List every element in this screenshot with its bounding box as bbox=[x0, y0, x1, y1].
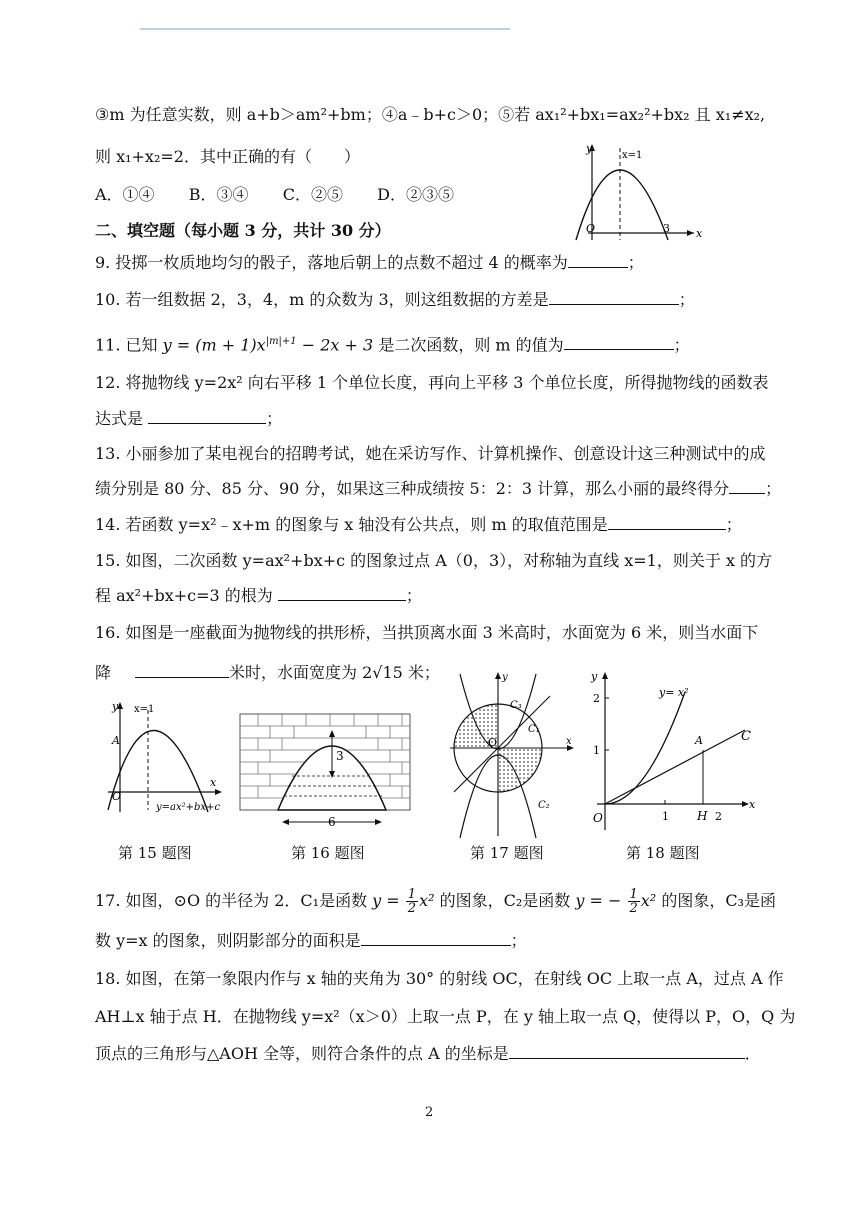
figure-17 bbox=[450, 668, 580, 843]
svg-text:O: O bbox=[112, 790, 122, 803]
q10: 10. 若一组数据 2，3，4，m 的众数为 3，则这组数据的方差是 ； bbox=[95, 290, 695, 309]
q16-line1: 16. 如图是一座截面为抛物线的拱形桥，当拱顶离水面 3 米高时，水面宽为 6 米，则当水面下 bbox=[95, 623, 759, 642]
svg-text:y: y bbox=[502, 672, 508, 683]
option-c: C．②⑤ bbox=[282, 185, 343, 204]
svg-text:C₃: C₃ bbox=[510, 700, 522, 711]
q15-line1: 15. 如图，二次函数 y=ax²+bx+c 的图象过点 A（0，3），对称轴为直线 x=1，则关于 x 的方 bbox=[95, 551, 773, 570]
q17-line2: 数 y=x 的图象，则阴影部分的面积是 ； bbox=[95, 931, 527, 950]
figure-18-caption: 第 18 题图 bbox=[626, 844, 700, 862]
page-number: 2 bbox=[425, 1105, 434, 1120]
svg-text:2: 2 bbox=[593, 692, 600, 705]
option-a: A．①④ bbox=[95, 185, 155, 204]
svg-text:3: 3 bbox=[663, 222, 670, 235]
svg-text:C₂: C₂ bbox=[538, 800, 550, 811]
q17-blank[interactable] bbox=[361, 931, 511, 946]
figure-16-caption: 第 16 题图 bbox=[291, 844, 365, 862]
figure-16 bbox=[238, 712, 413, 830]
option-d: D．②③⑤ bbox=[377, 185, 454, 204]
q13-line1: 13. 小丽参加了某电视台的招聘考试，她在采访写作、计算机操作、创意设计这三种测试中的成 bbox=[95, 444, 766, 463]
svg-text:x=1: x=1 bbox=[622, 150, 643, 161]
q12-line2: 达式是 ； bbox=[95, 409, 283, 428]
q15-blank[interactable] bbox=[278, 586, 406, 601]
q16-blank[interactable] bbox=[135, 663, 229, 678]
svg-text:y=ax²+bx+c: y=ax²+bx+c bbox=[156, 802, 221, 813]
q9-blank[interactable] bbox=[568, 253, 628, 268]
section-heading: 二、填空题（每小题 3 分，共计 30 分） bbox=[95, 221, 391, 240]
q13-line2: 绩分别是 80 分、85 分、90 分，如果这三种成绩按 5：2：3 计算，那么小丽的最终得分 ； bbox=[95, 479, 782, 498]
q8-options bbox=[95, 184, 454, 206]
svg-text:x: x bbox=[749, 798, 756, 811]
q18-line1: 18. 如图，在第一象限内作与 x 轴的夹角为 30° 的射线 OC，在射线 OC 上取一点 A，过点 A 作 bbox=[95, 969, 784, 988]
figure-15 bbox=[100, 700, 230, 820]
svg-text:C: C bbox=[741, 729, 751, 744]
q18-line3: 顶点的三角形与△AOH 全等，则符合条件的点 A 的坐标是 ． bbox=[95, 1044, 761, 1063]
svg-text:x: x bbox=[696, 227, 703, 240]
q8-line1: ③m 为任意实数，则 a+b＞am²+bm；④a﹣b+c＞0；⑤若 ax₁²+bx₁=ax₂²+bx₂ 且 x₁≠x₂, bbox=[95, 105, 766, 124]
svg-text:x: x bbox=[210, 776, 217, 789]
svg-text:y: y bbox=[591, 670, 598, 683]
figure-17-caption: 第 17 题图 bbox=[470, 844, 544, 862]
q14-blank[interactable] bbox=[608, 515, 726, 530]
top-rule bbox=[140, 28, 510, 30]
q8-line2: 则 x₁+x₂=2．其中正确的有（ ） bbox=[95, 147, 360, 166]
svg-text:3: 3 bbox=[336, 749, 344, 763]
svg-text:x=1: x=1 bbox=[134, 704, 155, 715]
q10-blank[interactable] bbox=[549, 290, 679, 305]
q11: 11. 已知 $y = (m + 1)x^{|m|+1} - 2x + 3$ 是二次函数，则 m 的值为 ； bbox=[95, 335, 690, 355]
q17-line1: 17. 如图，⊙O 的半径为 2．C₁是函数 y = $\frac{1}{2}$ x² 的图象，C₂是函数 y = − $\frac{1}{2}$ x² 的图象，C₃是函 bbox=[95, 887, 776, 916]
q8-parabola-figure bbox=[570, 140, 710, 245]
svg-text:A: A bbox=[112, 734, 120, 747]
option-b: B．③④ bbox=[188, 185, 249, 204]
svg-text:O: O bbox=[488, 736, 498, 749]
q16-line2: 降 米时，水面宽度为 2√15 米； bbox=[95, 663, 440, 682]
svg-text:1: 1 bbox=[593, 744, 600, 757]
svg-text:6: 6 bbox=[328, 815, 336, 829]
svg-text:H: H bbox=[697, 809, 708, 823]
q15-line2: 程 ax²+bx+c=3 的根为 ； bbox=[95, 586, 422, 605]
svg-text:1: 1 bbox=[662, 810, 669, 823]
svg-text:2: 2 bbox=[715, 810, 722, 823]
svg-text:y= x²: y= x² bbox=[659, 686, 689, 699]
svg-text:y: y bbox=[586, 142, 593, 155]
q12-line1: 12. 将抛物线 y=2x² 向右平移 1 个单位长度，再向上平移 3 个单位长度，所得抛物线的函数表 bbox=[95, 373, 769, 392]
q14: 14. 若函数 y=x²﹣x+m 的图象与 x 轴没有公共点，则 m 的取值范围是 ； bbox=[95, 515, 742, 534]
q12-blank[interactable] bbox=[148, 409, 266, 424]
figure-18 bbox=[585, 668, 760, 833]
q13-blank[interactable] bbox=[729, 479, 765, 494]
svg-text:x: x bbox=[566, 736, 572, 747]
q11-blank[interactable] bbox=[564, 335, 674, 350]
svg-text:A: A bbox=[695, 734, 703, 747]
q9: 9. 投掷一枚质地均匀的骰子，落地后朝上的点数不超过 4 的概率为 ； bbox=[95, 253, 644, 272]
svg-text:y: y bbox=[112, 700, 119, 713]
q18-blank[interactable] bbox=[509, 1044, 745, 1059]
figure-15-caption: 第 15 题图 bbox=[118, 844, 192, 862]
q18-line2: AH⊥x 轴于点 H．在抛物线 y=x²（x＞0）上取一点 P，在 y 轴上取一点 Q，使得以 P，O，Q 为 bbox=[95, 1007, 796, 1026]
svg-text:C₁: C₁ bbox=[528, 724, 540, 735]
svg-text:O: O bbox=[593, 811, 603, 825]
svg-text:O: O bbox=[586, 222, 596, 235]
